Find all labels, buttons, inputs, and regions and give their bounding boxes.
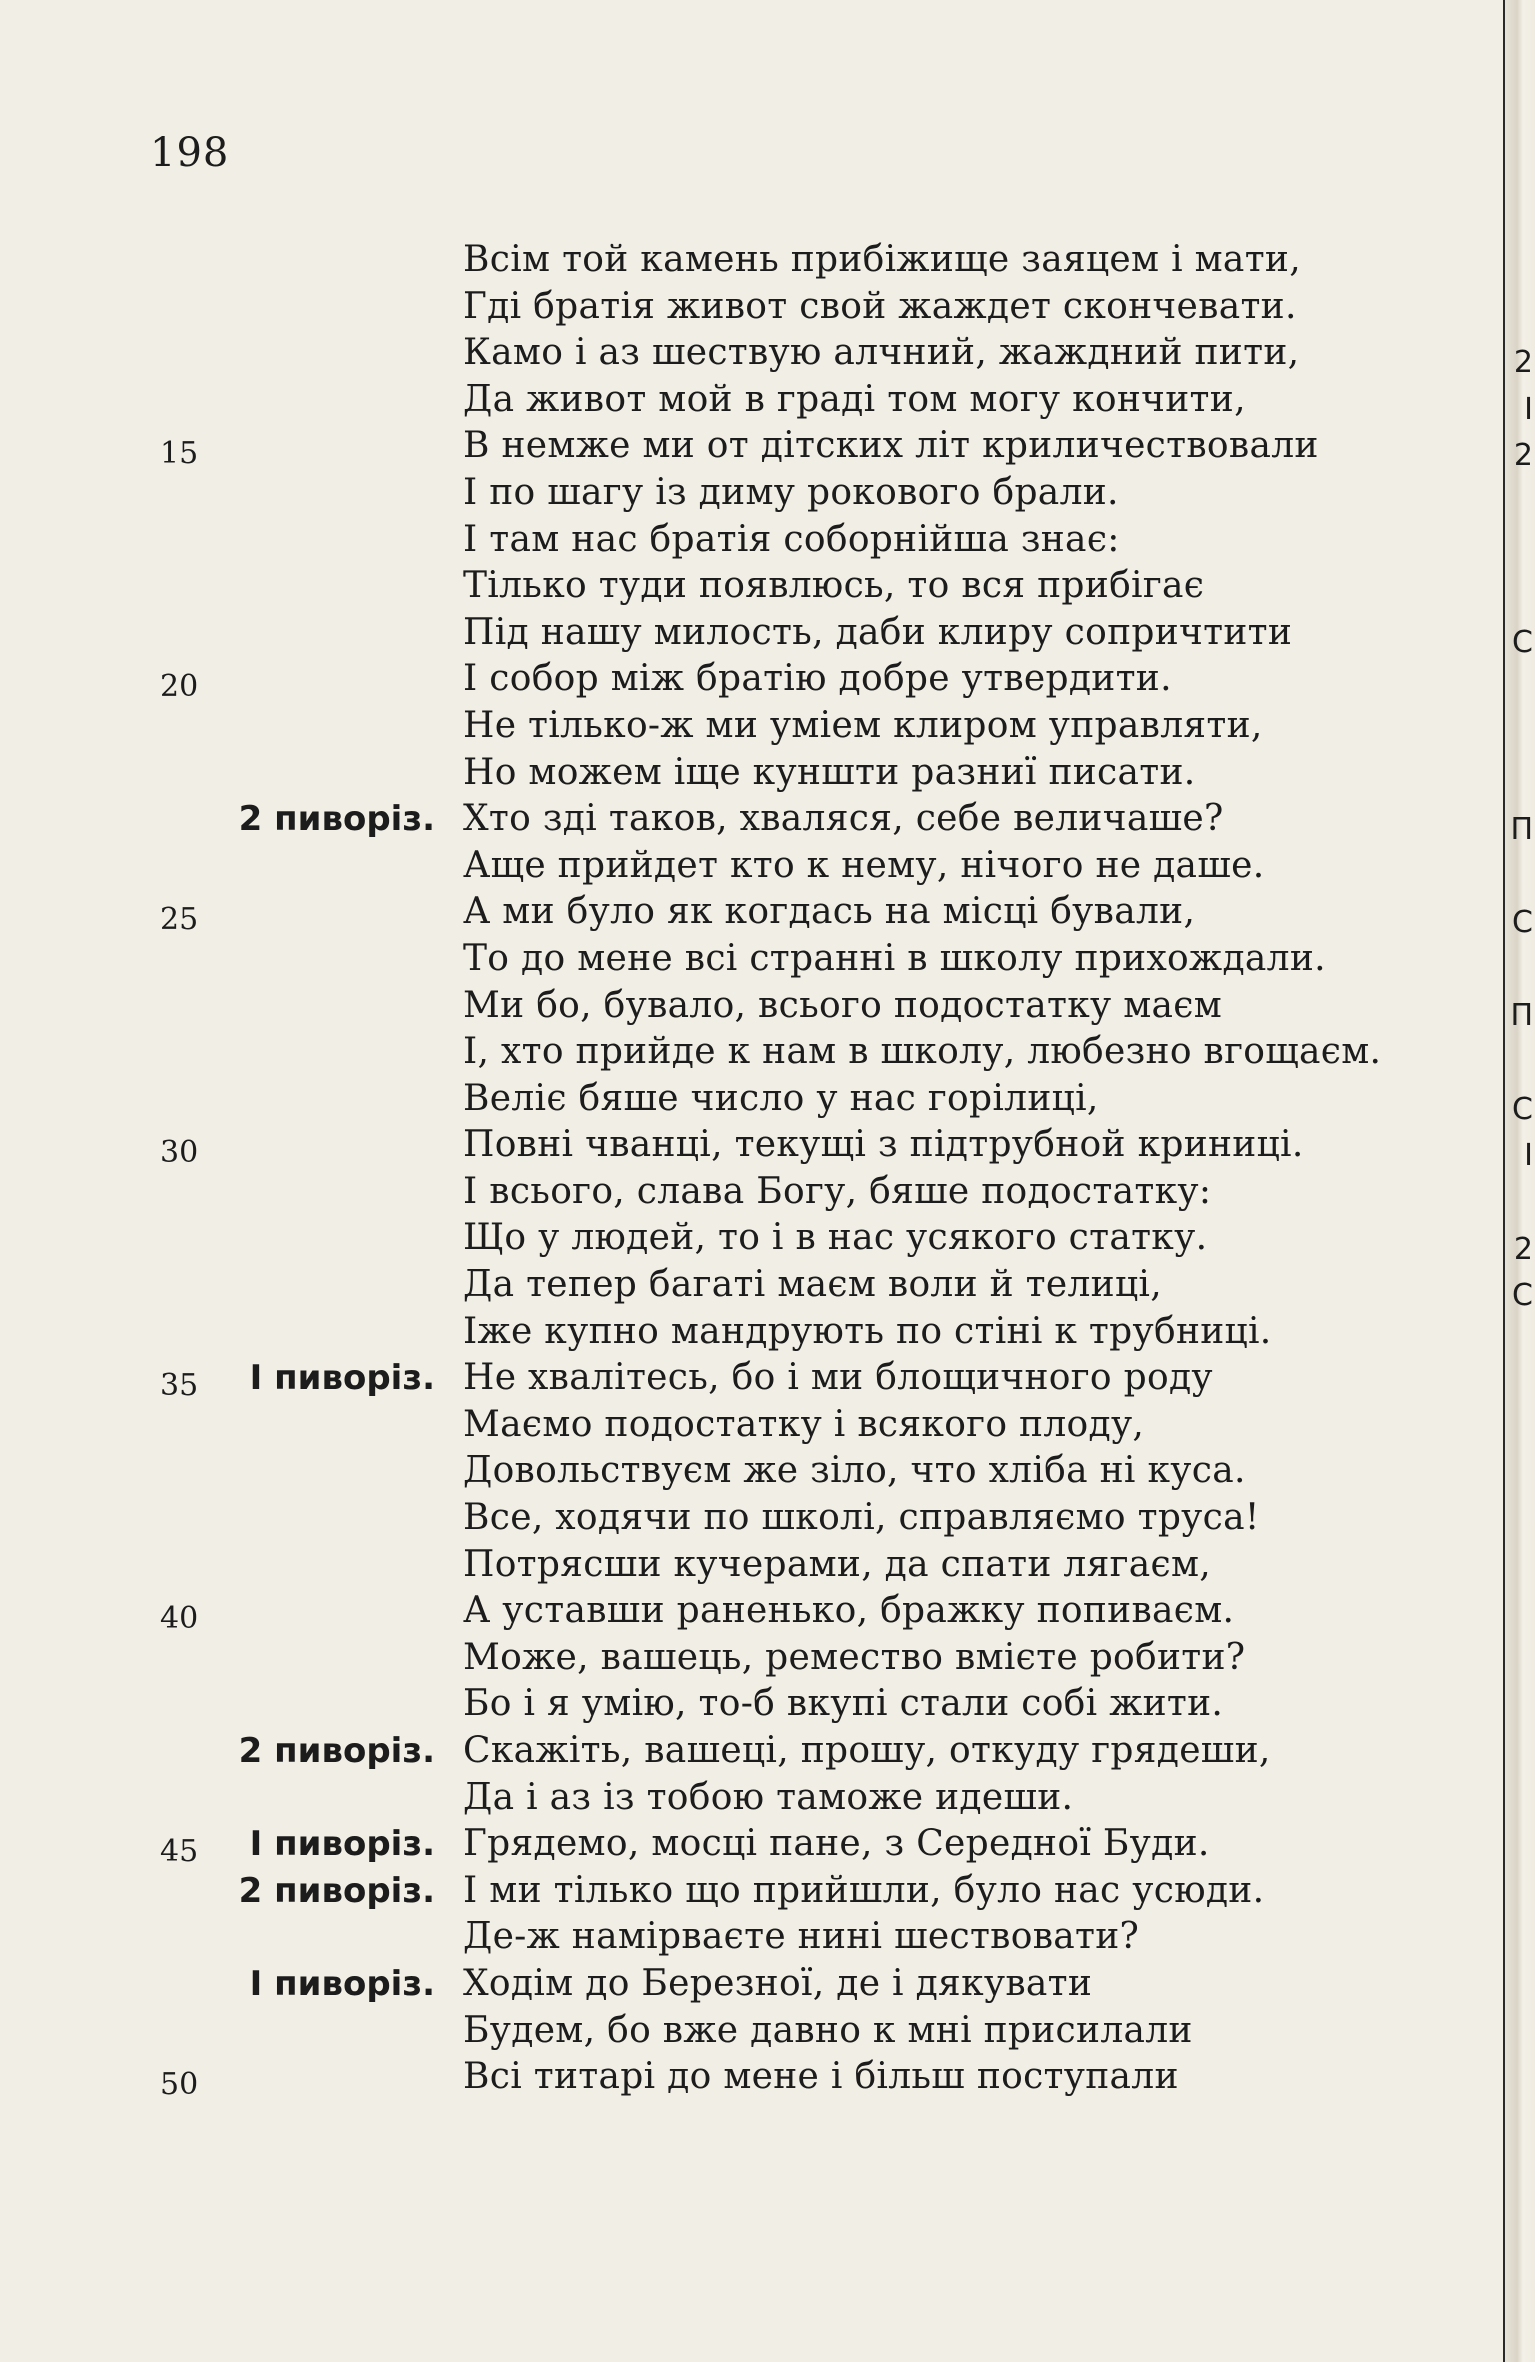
verse-line xyxy=(0,1728,1505,1775)
verse-line xyxy=(0,1355,1505,1402)
verse-line xyxy=(0,237,1505,284)
verse-line-text: Да живот мой в граді том могу кончити, xyxy=(463,378,1246,420)
verse-line-text: Камо і аз шествую алчний, жаждний пити, xyxy=(463,332,1300,374)
verse-line-text: Но можем іще куншти разниї писати. xyxy=(463,751,1196,793)
verse-line-text: Під нашу милость, даби клиру сопричтити xyxy=(463,611,1293,653)
verse-line-text: Бо і я умію, то-б вкупі стали собі жити. xyxy=(463,1683,1224,1725)
verse-line xyxy=(0,1681,1505,1728)
verse-line xyxy=(0,1542,1505,1589)
verse-line xyxy=(0,1402,1505,1449)
speaker-label: I пиворіз. xyxy=(249,1824,435,1865)
verse-line-text: Хто зді таков, хваляся, себе величаше? xyxy=(463,798,1224,840)
verse-line-text: Всі титарі до мене і більш поступали xyxy=(463,2056,1179,2098)
verse-line xyxy=(0,1775,1505,1822)
verse-line xyxy=(0,1635,1505,1682)
verse-line xyxy=(0,1309,1505,1356)
verse-line xyxy=(0,1122,1505,1169)
verse-line-text: А уставши раненько, бражку попиваєм. xyxy=(463,1590,1235,1632)
verse-line xyxy=(0,983,1505,1030)
verse-line-text: Довольствуєм же зіло, что хліба ні куса. xyxy=(463,1450,1246,1492)
speaker-label: I пиворіз. xyxy=(249,1963,435,2004)
verse-line-text: Повні чванці, текущі з підтрубной криниці. xyxy=(463,1124,1304,1166)
verse-line-text: І ми тілько що прийшли, було нас усюди. xyxy=(463,1869,1265,1911)
verse-line-text: І всього, слава Богу, бяше подостатку: xyxy=(463,1170,1212,1212)
edge-mark: С xyxy=(1512,1278,1533,1313)
verse-line-text: Грядемо, мосці пане, з Середної Буди. xyxy=(463,1823,1210,1865)
edge-mark: С xyxy=(1512,905,1533,940)
verse-line-text: Все, ходячи по школі, справляємо труса! xyxy=(463,1497,1260,1539)
verse-line-text: Аще прийдет кто к нему, нічого не даше. xyxy=(463,844,1265,886)
edge-mark: П xyxy=(1510,998,1533,1033)
verse-line-text: Веліє бяше число у нас горілиці, xyxy=(463,1077,1099,1119)
verse-line-text: В немже ми от дітских літ криличествовали xyxy=(463,425,1319,467)
verse-line-text: Скажіть, вашеці, прошу, откуду грядеши, xyxy=(463,1730,1271,1771)
verse-line-text: Да тепер багаті маєм воли й телиці, xyxy=(463,1264,1162,1306)
verse-line xyxy=(0,423,1505,470)
verse-line xyxy=(0,889,1505,936)
verse-line-text: Да і аз із тобою таможе идеши. xyxy=(463,1776,1074,1818)
verse-line xyxy=(0,2008,1505,2055)
verse-line xyxy=(0,563,1505,610)
verse-line xyxy=(0,2054,1505,2101)
verse-line-text: Що у людей, то і в нас усякого статку. xyxy=(463,1217,1208,1259)
verse-line xyxy=(0,1821,1505,1868)
verse-line-text: Не тілько-ж ми уміем клиром управляти, xyxy=(463,704,1263,746)
verse-line xyxy=(0,1495,1505,1542)
verse-line xyxy=(0,517,1505,564)
verse-line xyxy=(0,1215,1505,1262)
verse-line-text: А ми було як когдась на місці бували, xyxy=(463,891,1196,933)
verse-line xyxy=(0,377,1505,424)
line-number: 35 xyxy=(160,1368,199,1404)
verse-line-text: Де-ж намірваєте нині шествовати? xyxy=(463,1916,1140,1958)
verse-line-text: Ходім до Березної, де і дякувати xyxy=(463,1962,1093,2004)
verse-line-text: Може, вашець, ремество вмієте робити? xyxy=(463,1636,1246,1678)
verse-line xyxy=(0,330,1505,377)
verse-line xyxy=(0,656,1505,703)
verse-line xyxy=(0,610,1505,657)
verse-line xyxy=(0,470,1505,517)
facing-page-edge xyxy=(1503,0,1535,2362)
verse-line xyxy=(0,843,1505,890)
edge-mark: 2 xyxy=(1513,1232,1533,1267)
speaker-label: 2 пиворіз. xyxy=(238,799,435,840)
verse-line-text: Потрясши кучерами, да спати лягаєм, xyxy=(463,1543,1212,1585)
line-number: 15 xyxy=(160,436,199,472)
verse-line-text: І собор між братію добре утвердити. xyxy=(463,658,1172,700)
page-number: 198 xyxy=(150,130,230,176)
verse-line xyxy=(0,284,1505,331)
edge-mark: П xyxy=(1510,812,1533,847)
verse-line-text: І по шагу із диму рокового брали. xyxy=(463,471,1119,513)
edge-mark: С xyxy=(1512,625,1533,660)
verse-line xyxy=(0,1868,1505,1915)
verse-line xyxy=(0,1588,1505,1635)
line-number: 20 xyxy=(160,669,199,705)
edge-mark: 2 xyxy=(1513,438,1533,473)
line-number: 50 xyxy=(160,2067,199,2103)
verse-text xyxy=(0,237,1505,2101)
verse-line-text: Гді братія живот свой жаждет скончевати. xyxy=(463,285,1297,327)
verse-line xyxy=(0,1029,1505,1076)
verse-line xyxy=(0,796,1505,843)
verse-line-text: Будем, бо вже давно к мні присилали xyxy=(463,2009,1193,2051)
speaker-label: 2 пиворіз. xyxy=(238,1870,435,1911)
verse-line-text: Ми бо, бувало, всього подостатку маєм xyxy=(463,984,1223,1026)
edge-mark: 2 xyxy=(1513,345,1533,380)
speaker-label: 2 пиворіз. xyxy=(238,1731,435,1771)
verse-line xyxy=(0,750,1505,797)
line-number: 30 xyxy=(160,1135,199,1171)
verse-line xyxy=(0,703,1505,750)
verse-line xyxy=(0,1448,1505,1495)
verse-line xyxy=(0,1262,1505,1309)
verse-line xyxy=(0,1914,1505,1961)
verse-line-text: І, хто прийде к нам в школу, любезно вгощаєм. xyxy=(463,1031,1382,1073)
verse-line-text: Маємо подостатку і всякого плоду, xyxy=(463,1403,1145,1445)
line-number: 40 xyxy=(160,1601,199,1637)
verse-line xyxy=(0,1169,1505,1216)
line-number: 25 xyxy=(160,902,199,938)
verse-line-text: Всім той камень прибіжище заяцем і мати, xyxy=(463,239,1301,280)
verse-line-text: То до мене всі странні в школу прихождали. xyxy=(463,937,1326,979)
line-number: 45 xyxy=(160,1834,199,1870)
verse-line xyxy=(0,936,1505,983)
verse-line xyxy=(0,1076,1505,1123)
edge-mark: С xyxy=(1512,1092,1533,1127)
verse-line-text: І там нас братія соборнійша знає: xyxy=(463,518,1120,560)
verse-line-text: Іже купно мандрують по стіні к трубниці. xyxy=(463,1310,1272,1352)
verse-line-text: Тілько туди появлюсь, то вся прибігає xyxy=(463,565,1205,607)
verse-line-text: Не хвалітесь, бо і ми блощичного роду xyxy=(463,1357,1213,1399)
verse-line xyxy=(0,1961,1505,2008)
speaker-label: I пиворіз. xyxy=(249,1358,435,1399)
edge-mark: І xyxy=(1524,392,1533,427)
edge-mark: І xyxy=(1524,1138,1533,1173)
